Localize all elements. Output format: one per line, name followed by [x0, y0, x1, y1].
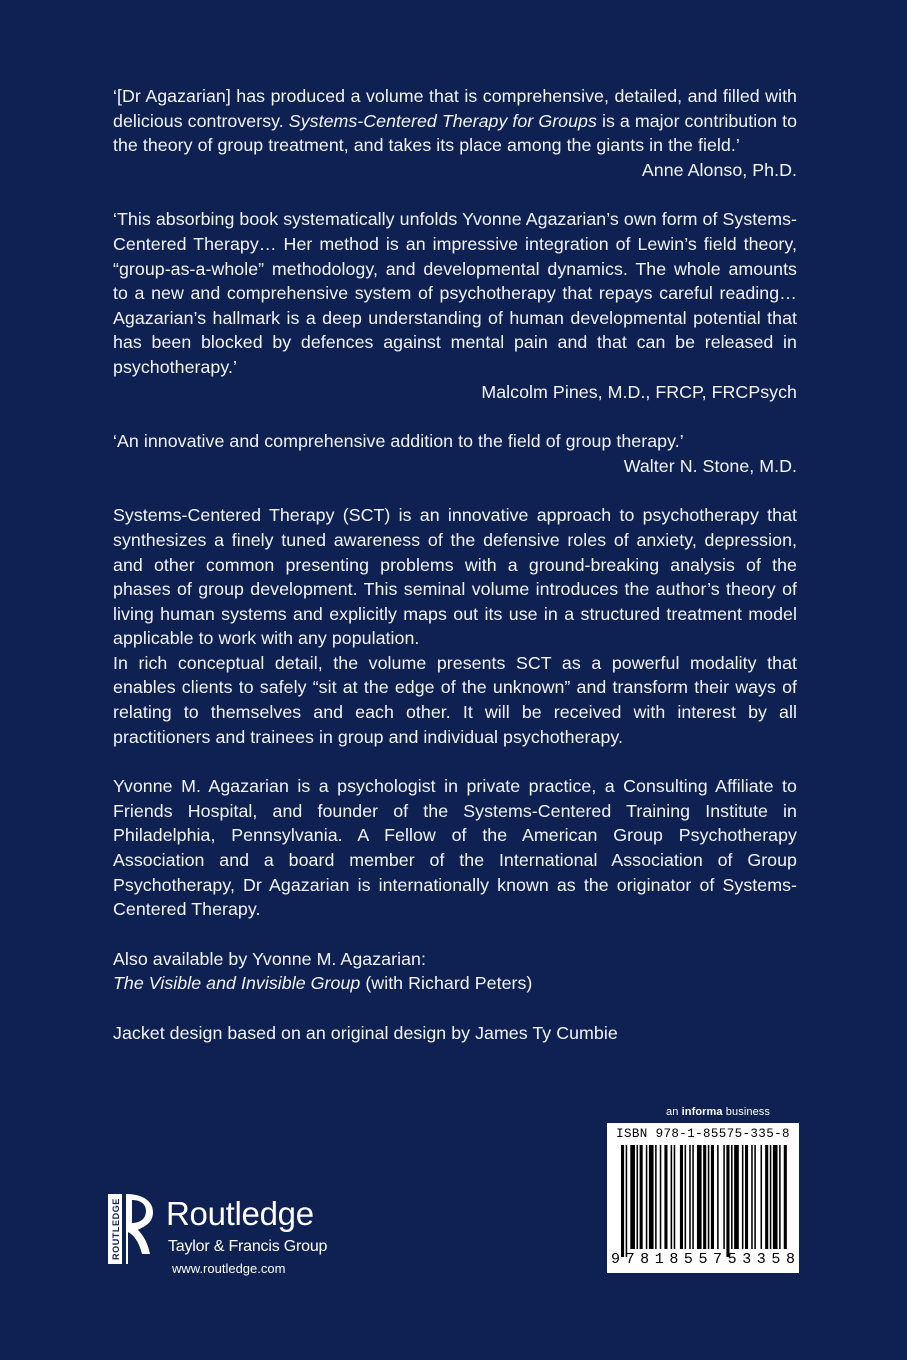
- barcode-digit: 5: [727, 1251, 737, 1268]
- barcode-bar: [660, 1145, 662, 1249]
- barcode-bar: [770, 1145, 772, 1249]
- also-available-title: The Visible and Invisible Group (with Richard Peters): [113, 973, 533, 994]
- barcode-digit: 5: [698, 1251, 708, 1268]
- quote-stone: ‘An innovative and comprehensive addition to the field of group therapy.’: [113, 431, 684, 452]
- quote-author: Walter N. Stone, M.D.: [623, 455, 797, 476]
- barcode-bar: [761, 1145, 763, 1249]
- barcode-bar: [711, 1145, 714, 1249]
- barcode-bar: [637, 1145, 639, 1249]
- barcode-bar: [664, 1145, 667, 1249]
- barcode-digit: 5: [683, 1251, 693, 1268]
- publisher-name: Routledge: [166, 1195, 314, 1232]
- barcode-bar: [685, 1145, 687, 1249]
- barcode-bar: [717, 1145, 719, 1249]
- barcode-bar: [703, 1145, 706, 1249]
- isbn-barcode: [607, 1123, 799, 1273]
- barcode-bar: [689, 1145, 691, 1249]
- barcode-bar: [726, 1145, 729, 1257]
- barcode-digit: 8: [785, 1251, 795, 1268]
- barcode-digit: 1: [654, 1251, 664, 1268]
- barcode-digit: 7: [625, 1251, 635, 1268]
- author-bio: Yvonne M. Agazarian is a psychologist in private practice, a Consulting Affiliate to Friends Hospital, and founder of the Systems-Centered Training Institute in Philadelphia, Pennsylvania. A Fellow of the American Group Psychotherapy Association and a board member of the International Association of Group Psychotherapy, Dr Agazarian is internationally known as the originator of Systems-Centered Therapy.: [113, 776, 797, 920]
- publisher-url[interactable]: www.routledge.com: [172, 1261, 286, 1276]
- barcode-bar: [708, 1145, 710, 1249]
- barcode-bar: [671, 1145, 673, 1249]
- description-paragraph: Systems-Centered Therapy (SCT) is an innovative approach to psychotherapy that synthesizes a finely tuned awareness of the defensive roles of anxiety, depression, and other common presenting problems with a ground-breaking analysis of the phases of group development. This seminal volume introduces the author’s theory of living human systems and explicitly maps out its use in a structured treatment model applicable to work with any population.: [113, 505, 797, 649]
- routledge-logo-icon: [108, 1190, 163, 1270]
- quote-author: Malcolm Pines, M.D., FRCP, FRCPsych: [481, 381, 797, 402]
- barcode-bar: [742, 1145, 744, 1249]
- back-cover-text: [113, 84, 797, 1046]
- quote-alonso: ‘[Dr Agazarian] has produced a volume that is comprehensive, detailed, and filled with delicious controversy. Systems-Centered Therapy for Groups is a major contribution to the theory of group treatment, and takes its place among the giants in the field.’: [113, 86, 798, 156]
- barcode-bar: [731, 1145, 733, 1249]
- barcode-digit: 3: [742, 1251, 752, 1268]
- barcode-bar: [734, 1145, 739, 1249]
- barcode-bar: [692, 1145, 694, 1249]
- barcode-bar: [723, 1145, 725, 1249]
- barcode-bar: [697, 1145, 702, 1249]
- barcode-bar: [674, 1145, 676, 1249]
- barcode-bar: [779, 1145, 781, 1249]
- description-paragraph: In rich conceptual detail, the volume presents SCT as a powerful modality that enables clients to safely “sit at the edge of the unknown” and transform their ways of relating to themselves and each other. It will be received with interest by all practitioners and trainees in group and individual psychotherapy.: [113, 652, 797, 747]
- barcode-digit: 3: [756, 1251, 766, 1268]
- isbn-label: ISBN 978-1-85575-335-8: [616, 1127, 790, 1141]
- barcode-bar: [626, 1145, 628, 1257]
- barcode-bar: [649, 1145, 654, 1249]
- barcode-bar: [630, 1145, 635, 1249]
- quote-pines: ‘This absorbing book systematically unfolds Yvonne Agazarian’s own form of Systems-Centered Therapy… Her method is an impressive integration of Lewin’s field theory, “group-as-a-whole” methodology, and developmental dynamics. The whole amounts to a new and comprehensive system of psychotherapy that repays careful reading… Agazarian’s hallmark is a deep understanding of human developmental potential that has been blocked by defences against mental pain and that can be released in psychotherapy.’: [113, 209, 797, 377]
- jacket-credit: Jacket design based on an original design by James Ty Cumbie: [113, 1023, 618, 1043]
- barcode-bar: [646, 1145, 648, 1249]
- barcode-digit: 5: [771, 1251, 781, 1268]
- quote-author: Anne Alonso, Ph.D.: [641, 159, 797, 180]
- also-available-heading: Also available by Yvonne M. Agazarian:: [113, 948, 426, 969]
- barcode-bar: [765, 1145, 768, 1249]
- barcode-digit: 7: [713, 1251, 723, 1268]
- barcode-bar: [784, 1145, 787, 1249]
- barcode-digits: [611, 1251, 795, 1268]
- barcode-bar: [745, 1145, 748, 1249]
- barcode-digit: 8: [669, 1251, 679, 1268]
- barcode-bar: [680, 1145, 683, 1249]
- barcode-bar: [655, 1145, 657, 1249]
- barcode-digit: 9: [611, 1251, 621, 1268]
- barcode-bar: [751, 1145, 753, 1249]
- publisher-group: Taylor & Francis Group: [168, 1238, 328, 1255]
- barcode-digit: 8: [640, 1251, 650, 1268]
- barcode-bar: [621, 1145, 624, 1257]
- informa-tag: an informa business: [666, 1106, 771, 1118]
- svg-text:ROUTLEDGE: ROUTLEDGE: [111, 1198, 121, 1260]
- barcode-bar: [754, 1145, 756, 1249]
- barcode-bar: [773, 1145, 778, 1249]
- barcode-bar: [640, 1145, 643, 1249]
